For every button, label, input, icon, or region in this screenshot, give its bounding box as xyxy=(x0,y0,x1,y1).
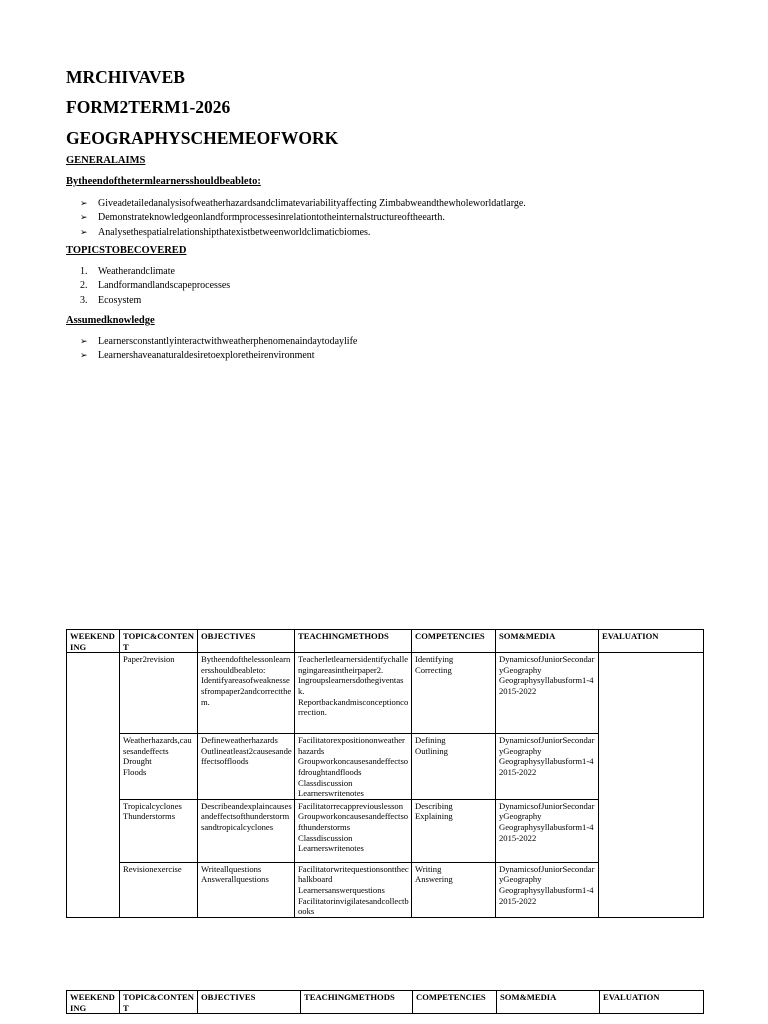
arrow-bullet-icon: ➢ xyxy=(80,351,88,362)
column-header-evaluation: EVALUATION xyxy=(600,991,704,1014)
media-cell: DynamicsofJuniorSecondaryGeography Geographysyllabusform1-42015-2022 xyxy=(496,799,599,862)
form-term: FORM2TERM1-2026 xyxy=(66,97,231,117)
document-title: GEOGRAPHYSCHEMEOFWORK xyxy=(66,128,339,148)
column-header-media: SOM&MEDIA xyxy=(497,991,600,1014)
media-cell: DynamicsofJuniorSecondaryGeography Geographysyllabusform1-42015-2022 xyxy=(496,862,599,917)
evaluation-cell xyxy=(599,653,704,918)
arrow-bullet-icon: ➢ xyxy=(80,199,88,209)
list-item xyxy=(80,279,230,293)
table-header-row xyxy=(67,991,704,1014)
column-header-evaluation: EVALUATION xyxy=(599,630,704,653)
table-header-row xyxy=(67,630,704,653)
media-cell: DynamicsofJuniorSecondaryGeography Geographysyllabusform1-42015-2022 xyxy=(496,734,599,800)
list-item xyxy=(80,265,230,279)
topics-list xyxy=(80,265,230,308)
topic-text: Weatherandclimate xyxy=(98,266,175,277)
list-item xyxy=(80,211,526,225)
topic-cell: Weatherhazards,causesandeffects Drought Floods xyxy=(120,734,198,800)
column-header-topic: TOPIC&CONTENT xyxy=(120,991,198,1014)
objectives-cell: Defineweatherhazards Outlineatleast2causesandeffectsoffloods xyxy=(198,734,295,800)
general-aims-intro: Bytheendofthetermlearnersshouldbeableto: xyxy=(66,176,261,187)
column-header-weekending: WEEKENDING xyxy=(67,991,120,1014)
column-header-objectives: OBJECTIVES xyxy=(198,630,295,653)
column-header-media: SOM&MEDIA xyxy=(496,630,599,653)
list-number: 3. xyxy=(80,294,88,306)
general-aims-heading: GENERALAIMS xyxy=(66,155,146,166)
methods-cell: Facilitatorrecappreviouslesson Groupworkoncausesandeffectsofthunderstorms Classdiscussion Learnerswritenotes xyxy=(295,799,412,862)
aim-text: Giveadetailedanalysisofweatherhazardsandclimatevariabilityaffecting Zimbabweandthewholeworldatlarge. xyxy=(98,198,526,209)
knowledge-text: Learnershaveanaturaldesiretoexploretheirenvironment xyxy=(98,350,315,362)
column-header-competencies: COMPETENCIES xyxy=(412,630,496,653)
aim-text: Demonstrateknowledgeonlandformprocessesinrelationtotheinternalstructureoftheearth. xyxy=(98,212,445,224)
objectives-cell: Bytheendofthelessonlearnersshouldbeableto: Identifyareasofweaknessesfrompaper2andcorrectthem. xyxy=(198,653,295,734)
teacher-name: MRCHIVAVEB xyxy=(66,67,185,87)
list-item xyxy=(80,335,357,349)
topic-cell: Revisionexercise xyxy=(120,862,198,917)
list-number: 2. xyxy=(80,280,88,292)
scheme-table-continued xyxy=(66,990,704,1014)
column-header-objectives: OBJECTIVES xyxy=(198,991,301,1014)
column-header-competencies: COMPETENCIES xyxy=(413,991,497,1014)
weekending-cell xyxy=(67,653,120,918)
topic-text: Landformandlandscapeprocesses xyxy=(98,280,231,292)
topic-cell: Tropicalcyclones Thunderstorms xyxy=(120,799,198,862)
topics-heading: TOPICSTOBECOVERED xyxy=(66,245,187,256)
scheme-table xyxy=(66,629,704,918)
arrow-bullet-icon: ➢ xyxy=(80,213,88,224)
competencies-cell: Writing Answering xyxy=(412,862,496,917)
list-item xyxy=(80,349,357,363)
objectives-cell: Describeandexplaincausesandeffectsofthunderstormsandtropicalcyclones xyxy=(198,799,295,862)
arrow-bullet-icon: ➢ xyxy=(80,337,88,347)
list-item xyxy=(80,294,230,308)
objectives-cell: Writeallquestions Answerallquestions xyxy=(198,862,295,917)
methods-cell: Facilitatorexpositiononweatherhazards Groupworkoncausesandeffectsofdroughtandfloods Classdiscussion Learnerswritenotes xyxy=(295,734,412,800)
competencies-cell: Defining Outlining xyxy=(412,734,496,800)
list-item xyxy=(80,226,526,240)
knowledge-text: Learnersconstantlyinteractwithweatherphenomenaindaytodaylife xyxy=(98,336,358,347)
topic-text: Ecosystem xyxy=(98,294,142,306)
list-item xyxy=(80,197,526,211)
column-header-methods: TEACHINGMETHODS xyxy=(301,991,413,1014)
competencies-cell: Identifying Correcting xyxy=(412,653,496,734)
methods-cell: Facilitatorwritequestionsontthechalkboard Learnersanswerquestions Facilitatorinvigilatesandcollectbooks xyxy=(295,862,412,917)
media-cell: DynamicsofJuniorSecondaryGeography Geographysyllabusform1-42015-2022 xyxy=(496,653,599,734)
table-row xyxy=(67,653,704,734)
column-header-methods: TEACHINGMETHODS xyxy=(295,630,412,653)
assumed-knowledge-heading: Assumedknowledge xyxy=(66,315,155,326)
topic-cell: Paper2revision xyxy=(120,653,198,734)
methods-cell: Teacherletlearnersidentifychallengingareasintheirpaper2. Ingroupslearnersdothegiventask. Reportbackandmisconceptioncorrection. xyxy=(295,653,412,734)
column-header-topic: TOPIC&CONTENT xyxy=(120,630,198,653)
aim-text: Analysethespatialrelationshipthatexistbetweenworldclimaticbiomes. xyxy=(98,226,371,238)
assumed-knowledge-list xyxy=(80,335,357,364)
general-aims-list xyxy=(80,197,526,240)
column-header-weekending: WEEKENDING xyxy=(67,630,120,653)
arrow-bullet-icon: ➢ xyxy=(80,227,88,238)
competencies-cell: Describing Explaining xyxy=(412,799,496,862)
list-number: 1. xyxy=(80,266,88,277)
